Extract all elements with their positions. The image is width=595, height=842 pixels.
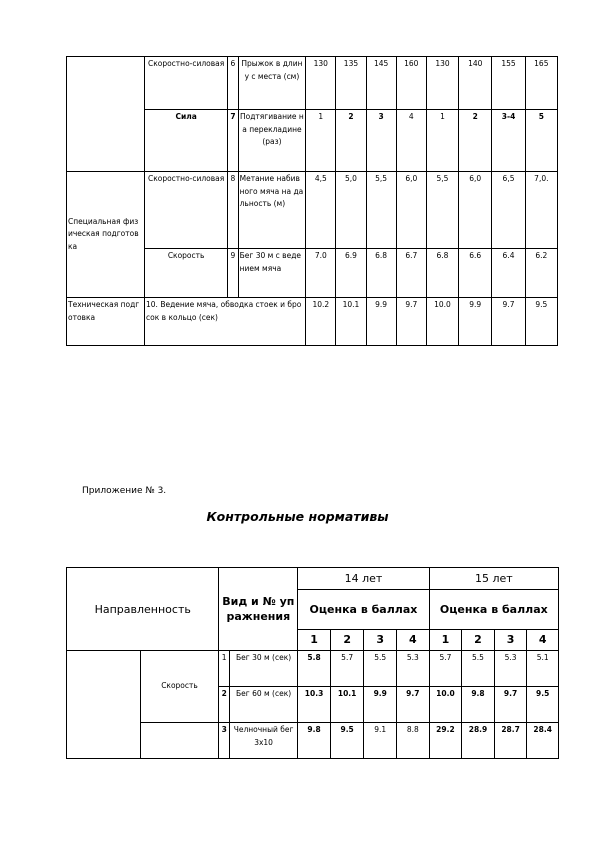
value-cell: 5,5 <box>366 172 396 249</box>
value-cell: 5.1 <box>527 651 559 687</box>
value-cell: 10.0 <box>426 298 458 346</box>
value-cell: 130 <box>426 57 458 110</box>
value-cell: 9.7 <box>492 298 525 346</box>
exercise-number: 6 <box>228 57 238 110</box>
value-cell: 140 <box>459 57 492 110</box>
page-title: Контрольные нормативы <box>206 509 389 524</box>
exercise-cell: 10. Ведение мяча, обводка стоек и бросок в кольцо (сек) <box>145 298 306 346</box>
value-cell: 7,0. <box>525 172 557 249</box>
value-cell: 5.7 <box>429 651 462 687</box>
value-cell: 7.0 <box>306 249 336 298</box>
value-cell: 130 <box>306 57 336 110</box>
table-row <box>67 651 559 687</box>
age-14-header: 14 лет <box>298 568 429 590</box>
score-number: 2 <box>462 630 495 651</box>
value-cell: 5.7 <box>330 651 364 687</box>
table-row <box>67 723 559 759</box>
value-cell: 5.3 <box>494 651 527 687</box>
exercise-cell: Бег 30 м с ведением мяча <box>238 249 306 298</box>
value-cell: 28.7 <box>494 723 527 759</box>
exercise-cell: Бег 60 м (сек) <box>229 687 297 723</box>
value-cell: 29.2 <box>429 723 462 759</box>
value-cell: 1 <box>306 110 336 172</box>
value-cell: 6.6 <box>459 249 492 298</box>
exercise-header: Вид и № упражнения <box>219 568 298 651</box>
value-cell: 9.7 <box>494 687 527 723</box>
value-cell: 5,0 <box>336 172 366 249</box>
value-cell: 9.5 <box>330 723 364 759</box>
exercise-number: 9 <box>228 249 238 298</box>
section-cell <box>67 651 141 759</box>
exercise-cell: Метание набивного мяча на дальность (м) <box>238 172 306 249</box>
value-cell: 135 <box>336 57 366 110</box>
score-number: 1 <box>298 630 331 651</box>
value-cell: 155 <box>492 57 525 110</box>
value-cell: 4,5 <box>306 172 336 249</box>
value-cell: 160 <box>396 57 426 110</box>
quality-cell: Сила <box>145 110 228 172</box>
value-cell: 2 <box>459 110 492 172</box>
exercise-number: 1 <box>219 651 230 687</box>
score-number: 3 <box>364 630 397 651</box>
quality-cell: Скоростно-силовая <box>145 172 228 249</box>
value-cell: 9.9 <box>364 687 397 723</box>
value-cell: 28.9 <box>462 723 495 759</box>
section-cell: Техническая подготовка <box>67 298 145 346</box>
value-cell: 10.2 <box>306 298 336 346</box>
value-cell: 145 <box>366 57 396 110</box>
value-cell: 9.5 <box>525 298 557 346</box>
value-cell: 6.7 <box>396 249 426 298</box>
value-cell: 3-4 <box>492 110 525 172</box>
value-cell: 6.8 <box>426 249 458 298</box>
score-number: 2 <box>330 630 364 651</box>
value-cell: 6.9 <box>336 249 366 298</box>
value-cell: 6,5 <box>492 172 525 249</box>
table-row <box>67 57 558 110</box>
value-cell: 28.4 <box>527 723 559 759</box>
section-cell: Специальная физическая подготовка <box>67 172 145 298</box>
value-cell: 8.8 <box>397 723 430 759</box>
value-cell: 2 <box>336 110 366 172</box>
table-row <box>67 298 558 346</box>
value-cell: 5.5 <box>364 651 397 687</box>
value-cell: 9.1 <box>364 723 397 759</box>
value-cell: 9.9 <box>459 298 492 346</box>
value-cell: 5.8 <box>298 651 331 687</box>
section-cell <box>67 57 145 172</box>
exercise-number: 8 <box>228 172 238 249</box>
exercise-number: 3 <box>219 723 230 759</box>
exercise-cell: Челночный бег 3х10 <box>229 723 297 759</box>
value-cell: 1 <box>426 110 458 172</box>
value-cell: 10.1 <box>330 687 364 723</box>
age-15-header: 15 лет <box>429 568 558 590</box>
score-number: 1 <box>429 630 462 651</box>
value-cell: 10.3 <box>298 687 331 723</box>
appendix-label: Приложение № 3. <box>82 486 167 496</box>
table-row <box>67 172 558 249</box>
exercise-cell: Бег 30 м (сек) <box>229 651 297 687</box>
value-cell: 6.4 <box>492 249 525 298</box>
value-cell: 3 <box>366 110 396 172</box>
direction-header: Направленность <box>67 568 219 651</box>
score-number: 4 <box>397 630 430 651</box>
quality-cell: Скорость <box>145 249 228 298</box>
value-cell: 9.9 <box>366 298 396 346</box>
norms-table-continuation <box>66 56 558 346</box>
value-cell: 9.5 <box>527 687 559 723</box>
quality-cell: Скоростно-силовая <box>145 57 228 110</box>
value-cell: 6.8 <box>366 249 396 298</box>
value-cell: 5 <box>525 110 557 172</box>
value-cell: 5.5 <box>462 651 495 687</box>
value-cell: 10.0 <box>429 687 462 723</box>
quality-cell: Скорость <box>140 651 219 723</box>
value-cell: 9.8 <box>298 723 331 759</box>
value-cell: 4 <box>396 110 426 172</box>
exercise-number: 2 <box>219 687 230 723</box>
value-cell: 6,0 <box>396 172 426 249</box>
exercise-cell: Прыжок в длину с места (см) <box>238 57 306 110</box>
value-cell: 5.3 <box>397 651 430 687</box>
score-header-15: Оценка в баллах <box>429 590 558 630</box>
score-number: 3 <box>494 630 527 651</box>
value-cell: 6,0 <box>459 172 492 249</box>
quality-cell <box>140 723 219 759</box>
score-header-14: Оценка в баллах <box>298 590 429 630</box>
value-cell: 9.7 <box>396 298 426 346</box>
value-cell: 6.2 <box>525 249 557 298</box>
value-cell: 10.1 <box>336 298 366 346</box>
exercise-number: 7 <box>228 110 238 172</box>
value-cell: 165 <box>525 57 557 110</box>
value-cell: 5,5 <box>426 172 458 249</box>
table-header-row <box>67 568 559 590</box>
control-norms-table <box>66 567 559 759</box>
score-number: 4 <box>527 630 559 651</box>
value-cell: 9.8 <box>462 687 495 723</box>
value-cell: 9.7 <box>397 687 430 723</box>
exercise-cell: Подтягивание на перекладине (раз) <box>238 110 306 172</box>
